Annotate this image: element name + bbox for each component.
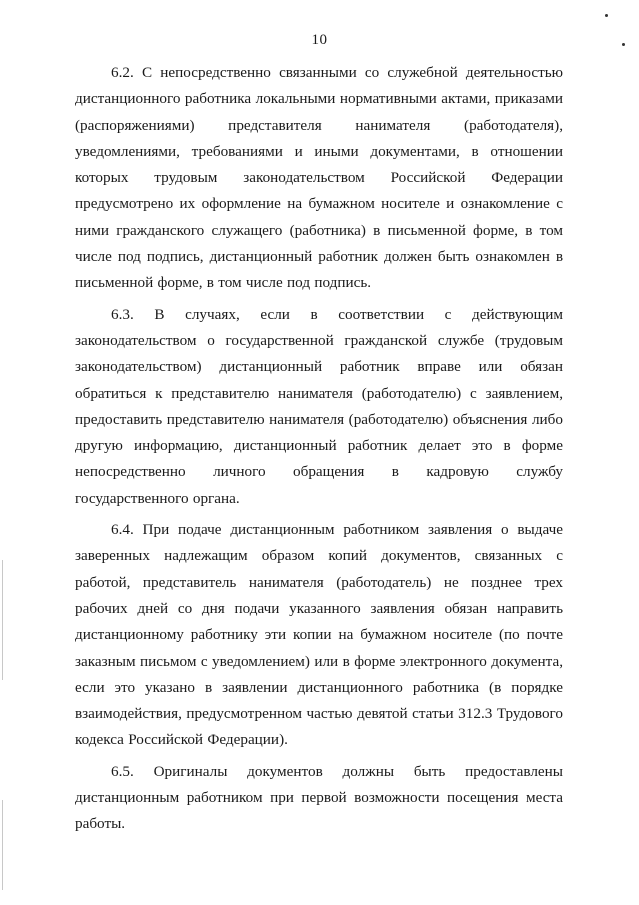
paragraph-6-2: 6.2. С непосредственно связанными со служебной деятельностью дистанционного работника локальными нормативными актами, приказами (распоряжениями) представителя нанимателя (работодателя), уведомлениями, требованиями и иными документами, в отношении которых трудовым законодательством Российской Федерации предусмотрено их оформление на бумажном носителе и ознакомление с ними гражданского служащего (работника) в письменной форме, в том числе под подпись, дистанционный работник должен быть ознакомлен в письменной форме, в том числе под подпись. bbox=[75, 64, 563, 292]
scan-edge-mark bbox=[2, 560, 3, 680]
scan-speck bbox=[622, 43, 625, 46]
paragraph-6-5: 6.5. Оригиналы документов должны быть предоставлены дистанционным работником при первой возможности посещения места работы. bbox=[75, 762, 563, 833]
scan-speck bbox=[605, 14, 608, 17]
page-number: 10 bbox=[311, 32, 328, 48]
paragraph-6-4: 6.4. При подаче дистанционным работником заявления о выдаче заверенных надлежащим образом копий документов, связанных с работой, представитель нанимателя (работодатель) не позднее трех рабочих дней со дня подачи указанного заявления обязан направить дистанционному работнику эти копии на бумажном носителе (по почте заказным письмом с уведомлением) или в форме электронного документа, если это указано в заявлении дистанционного работника (в порядке взаимодействия, предусмотренном частью девятой статьи 312.3 Трудового кодекса Российской Федерации). bbox=[75, 521, 563, 749]
paragraph-6-3: 6.3. В случаях, если в соответствии с действующим законодательством о государственной гражданской службе (трудовым законодательством) дистанционный работник вправе или обязан обратиться к представителю нанимателя (работодателю) с заявлением, предоставить представителю нанимателя (работодателю) объяснения либо другую информацию, дистанционный работник делает это в форме непосредственно личного обращения в кадровую службу государственного органа. bbox=[75, 305, 563, 507]
scan-edge-mark bbox=[2, 800, 3, 890]
document-body bbox=[75, 60, 563, 838]
